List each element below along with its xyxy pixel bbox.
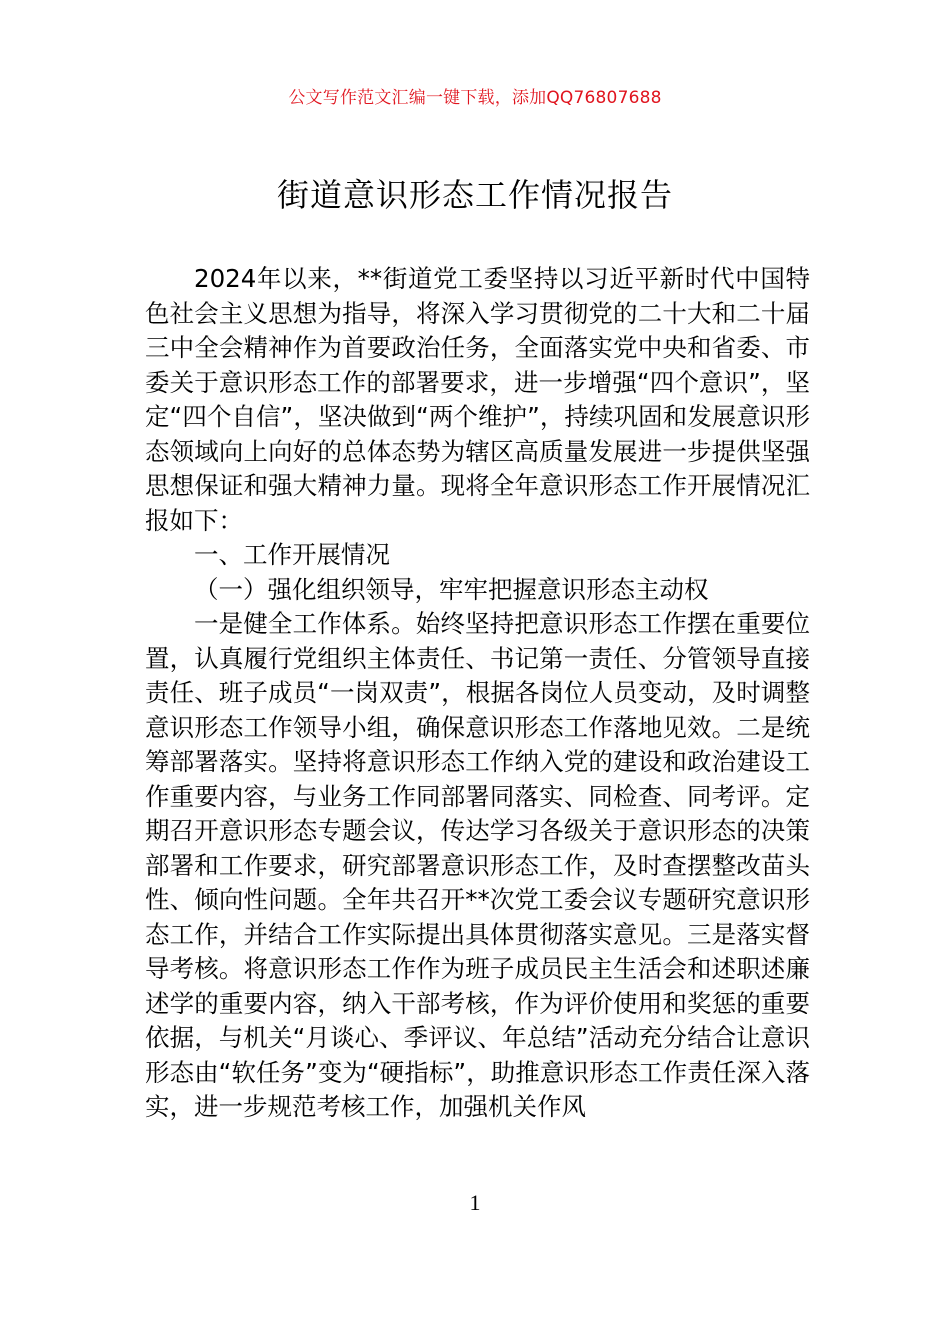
subsection-heading: （一）强化组织领导，牢牢把握意识形态主动权 <box>194 574 709 604</box>
download-promo-note: 公文写作范文汇编一键下载，添加QQ76807688 <box>288 88 662 108</box>
section-heading: 一、工作开展情况 <box>194 540 390 569</box>
page-number: 1 <box>469 1190 481 1215</box>
intro-paragraph: 2024年以来，**街道党工委坚持以习近平新时代中国特色社会主义思想为指导，将深入学习贯彻党的二十大和二十届三中全会精神作为首要政治任务，全面落实党中央和省委、市委关于意识形态工作的部署要求，进一步增强“四个意识”，坚定“四个自信”，坚决做到“两个维护”，持续巩固和发展意识形态领域向上向好的总体态势为辖区高质量发展进一步提供坚强思想保证和强大精神力量。现将全年意识形态工作开展情况汇报如下： <box>145 264 810 535</box>
document-title: 街道意识形态工作情况报告 <box>276 176 673 214</box>
body-paragraph: 一是健全工作体系。始终坚持把意识形态工作摆在重要位置，认真履行党组织主体责任、书记第一责任、分管领导直接责任、班子成员“一岗双责”，根据各岗位人员变动，及时调整意识形态工作领导小组，确保意识形态工作落地见效。二是统筹部署落实。坚持将意识形态工作纳入党的建设和政治建设工作重要内容，与业务工作同部署同落实、同检查、同考评。定期召开意识形态专题会议，传达学习各级关于意识形态的决策部署和工作要求，研究部署意识形态工作，及时查摆整改苗头性、倾向性问题。全年共召开**次党工委会议专题研究意识形态工作，并结合工作实际提出具体贯彻落实意见。三是落实督导考核。将意识形态工作作为班子成员民主生活会和述职述廉述学的重要内容，纳入干部考核，作为评价使用和奖惩的重要依据，与机关“月谈心、季评议、年总结”活动充分结合让意识形态由“软任务”变为“硬指标”，助推意识形态工作责任深入落实，进一步规范考核工作，加强机关作风 <box>145 609 810 1121</box>
document-body <box>145 262 810 1125</box>
